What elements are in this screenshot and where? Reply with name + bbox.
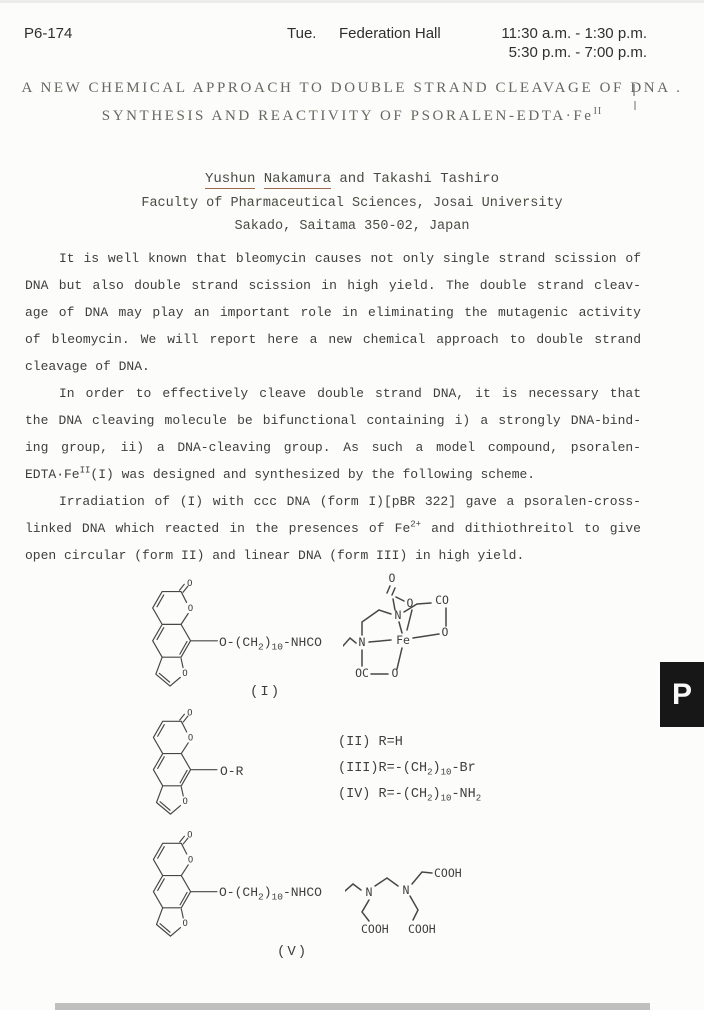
- address: Sakado, Saitama 350-02, Japan: [234, 219, 470, 234]
- cooh-group: COOH: [361, 922, 389, 936]
- session-day: Tue.: [287, 25, 317, 42]
- psoralen-ring-structure-2: [141, 708, 219, 818]
- o-r-substituent-label: O-R: [220, 764, 244, 779]
- text-line: age of DNA may play an important role in eliminating the mutagenic activity: [25, 305, 641, 320]
- furan-o-atom: O: [182, 797, 188, 808]
- text-line: $EDTA\cdot Fe^{II}(I)$ was designed and synthesized by the following scheme.: [25, 465, 536, 482]
- text-line: Irradiation of (I) with ccc DNA (form I)[pBR 322] gave a psoralen-cross-: [59, 494, 641, 509]
- furan-o-atom: O: [182, 919, 188, 930]
- abstract-code: P6-174: [24, 25, 73, 42]
- paragraph-3: [25, 488, 641, 569]
- alkyl-amide-chain-label-3: $O-(CH_2)_{10}$-NHCO: [219, 885, 322, 903]
- scan-edge-bottom: [55, 1003, 650, 1010]
- o-atom: O: [406, 596, 414, 610]
- text-line: linked DNA which reacted in the presences of $Fe^{2+}$ and dithiothreitol to give: [25, 519, 641, 536]
- o-atom: O: [441, 625, 449, 639]
- psoralen-ring-structure-3: [141, 830, 219, 940]
- lactone-o-atom: O: [187, 604, 194, 615]
- lactone-o-atom: O: [187, 855, 194, 866]
- o-atom: O: [388, 572, 396, 585]
- cooh-group: COOH: [408, 922, 436, 936]
- n-atom: N: [402, 883, 410, 897]
- furan-o-atom: O: [182, 668, 188, 679]
- session-time-1: 11:30 a.m. - 1:30 p.m.: [501, 25, 647, 42]
- structure-5-caption: (V): [277, 944, 309, 960]
- edta-fe-chelate-structure: [343, 572, 458, 684]
- scan-edge-top: [0, 0, 704, 3]
- n-atom: N: [394, 608, 402, 622]
- text-line: cleavage of DNA.: [25, 359, 150, 374]
- fe-atom: Fe: [396, 633, 410, 647]
- affiliation: Faculty of Pharmaceutical Sciences, Josai University: [141, 196, 563, 211]
- authors: Yushun Nakamura and Takashi Tashiro: [204, 171, 500, 187]
- carbonyl-o-atom: O: [187, 830, 193, 841]
- paragraph-2: [25, 380, 641, 488]
- edta-acid-arms-structure: [345, 858, 515, 938]
- o-atom: O: [391, 666, 399, 680]
- title-line-1: A NEW CHEMICAL APPROACH TO DOUBLE STRAND CLEAVAGE OF DNA .: [21, 80, 683, 96]
- text-line: the DNA cleaving molecule be bifunctional containing i) a strongly DNA-bind-: [25, 413, 641, 428]
- lactone-o-atom: O: [187, 733, 194, 744]
- r-group-def-II: (II) R=H: [338, 735, 403, 750]
- text-line: of bleomycin. We will report here a new chemical approach to double strand: [25, 332, 641, 347]
- session-hall: Federation Hall: [339, 25, 441, 42]
- n-atom: N: [365, 885, 373, 899]
- alkyl-amide-chain-label-1: $O-(CH_2)_{10}$-NHCO: [219, 635, 322, 653]
- cooh-group: COOH: [434, 866, 462, 880]
- abstract-body: [25, 245, 641, 569]
- title-line-2: SYNTHESIS AND REACTIVITY OF PSORALEN-$EDTA\cdot Fe^{II}$: [101, 106, 603, 124]
- co-group: CO: [435, 593, 449, 607]
- carbonyl-o-atom: O: [187, 708, 193, 719]
- paragraph-1: [25, 245, 641, 380]
- carbonyl-o-atom: O: [187, 578, 193, 589]
- n-atom: N: [358, 635, 366, 649]
- text-line: It is well known that bleomycin causes not only single strand scission of: [59, 251, 641, 266]
- text-line: DNA but also double strand scission in high yield. The double strand cleav-: [25, 278, 641, 293]
- text-line: open circular (form II) and linear DNA (form III) in high yield.: [25, 548, 525, 563]
- r-group-def-III: $(III)R=-(CH_2)_{10}-Br$: [338, 761, 476, 778]
- r-group-def-IV: (IV) $R=-(CH_2)_{10}-NH_2$: [338, 787, 482, 804]
- psoralen-ring-structure-1: [140, 578, 219, 690]
- r-group-definitions: [338, 735, 481, 813]
- section-tab-p: P: [660, 662, 704, 727]
- oc-group: OC: [355, 666, 369, 680]
- session-time-2: 5:30 p.m. - 7:00 p.m.: [508, 44, 647, 61]
- structure-1-caption: (I): [250, 684, 282, 700]
- text-line: In order to effectively cleave double strand DNA, it is necessary that: [59, 386, 641, 401]
- text-line: ing group, ii) a DNA-cleaving group. As such a model compound, psoralen-: [25, 440, 641, 455]
